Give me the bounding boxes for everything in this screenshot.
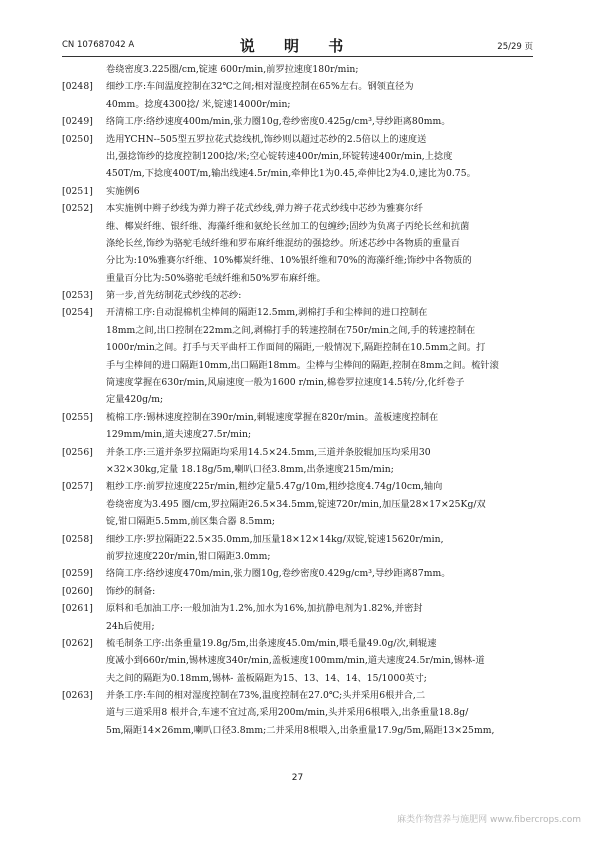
- line-text: 维、椰炭纤维、银纤维、海藻纤维和氨纶长丝加工的包缠纱;固纱为负离子丙纶长丝和抗菌: [106, 220, 470, 232]
- text-line: [62, 200, 540, 217]
- page-header: [62, 34, 533, 57]
- paragraph-number: [0249]: [62, 116, 93, 128]
- text-line: [62, 722, 540, 739]
- page-info: 25/29 页: [497, 42, 533, 52]
- line-text: 开清棉工序:自动混棉机尘棒间的隔距12.5mm,剥棉打手和尘棒间的进口控制在: [106, 307, 428, 319]
- line-text: 卷绕密度3.225圈/cm,锭速 600r/min,前罗拉速度180r/min;: [106, 64, 359, 75]
- text-line: [62, 583, 540, 600]
- paragraph-number: [0252]: [62, 203, 93, 215]
- line-text: 原料和毛加油工序:一般加油为1.2%,加水为16%,加抗静电剂为1.82%,并密封: [106, 603, 423, 615]
- line-text: 129mm/min,道夫速度27.5r/min;: [106, 429, 252, 441]
- watermark: 麻类作物营养与施肥网 www.fibercrops.com: [397, 815, 581, 825]
- text-line: [62, 687, 540, 704]
- line-text: 18mm之间,出口控制在22mm之间,剥棉打手的转速控制在750r/min之间,手的转速控制在: [106, 324, 476, 336]
- paragraph-number: [0251]: [62, 185, 93, 197]
- text-line: [62, 218, 540, 235]
- paragraph-number: [0261]: [62, 603, 93, 615]
- line-text: ×32×30kg,定量 18.18g/5m,喇叭口径3.8mm,出条速度215m/min;: [106, 463, 394, 475]
- text-line: [62, 287, 540, 304]
- document-body: [62, 61, 540, 739]
- text-line: [62, 235, 540, 252]
- text-line: [62, 548, 540, 565]
- text-line: [62, 496, 540, 513]
- text-line: [62, 252, 540, 269]
- text-line: [62, 670, 540, 687]
- line-text: 络筒工序:络纱速度400m/min,张力圈10g,卷纱密度0.425g/cm³,导纱距离80mm。: [106, 116, 451, 128]
- paragraph-number: [0255]: [62, 411, 93, 423]
- text-line: [62, 565, 540, 582]
- text-line: [62, 61, 540, 78]
- line-text: 并条工序:车间的相对湿度控制在73%,温度控制在27.0℃;头并采用6根并合,二: [106, 690, 426, 702]
- line-text: 重量百分比为:50%骆驼毛绒纤维和50%罗布麻纤维。: [106, 272, 326, 284]
- line-text: 筒速度掌握在630r/min,风扇速度一般为1600 r/min,棉卷罗拉速度14.5转/分,化纤卷子: [106, 377, 465, 389]
- text-line: [62, 635, 540, 652]
- text-line: [62, 600, 540, 617]
- page-number: 27: [291, 773, 304, 783]
- line-text: 粗纱工序:前罗拉速度225r/min,粗纱定量5.47g/10m,粗纱捻度4.74g/10cm,轴向: [106, 481, 443, 493]
- line-text: 450T/m,下捻度400T/m,输出线速4.5r/min,牵伸比1为0.45,牵伸比2为4.0,速比为0.75。: [106, 168, 476, 180]
- line-text: 1000r/min之间。打手与天平曲杆工作面间的隔距,一般情况下,隔距控制在10.5mm之间。打: [106, 342, 486, 354]
- text-line: [62, 652, 540, 669]
- paragraph-number: [0263]: [62, 690, 93, 702]
- line-text: 5m,隔距14×26mm,喇叭口径3.8mm;二并采用8根喂入,出条重量17.9g/5m,隔距13×25mm,: [106, 724, 495, 736]
- line-text: 出,强捻饰纱的捻度控制1200捻/米;空心锭转速400r/min,环锭转速400r/min,上捻度: [106, 150, 453, 162]
- line-text: 道与三道采用8 根并合,车速不宜过高,采用200m/min,头并采用6根喂入,出条重量18.8g/: [106, 707, 469, 719]
- publication-number: CN 107687042 A: [62, 40, 135, 50]
- paragraph-number: [0260]: [62, 585, 93, 597]
- line-text: 24h后使用;: [106, 620, 155, 632]
- text-line: [62, 426, 540, 443]
- text-line: [62, 270, 540, 287]
- text-line: [62, 478, 540, 495]
- line-text: 卷绕密度为3.495 圈/cm,罗拉隔距26.5×34.5mm,锭速720r/min,加压量28×17×25Kg/双: [106, 498, 486, 510]
- line-text: 并条工序:三道并条罗拉隔距均采用14.5×24.5mm,三道并条胶辊加压均采用30: [106, 446, 431, 458]
- text-line: [62, 444, 540, 461]
- text-line: [62, 391, 540, 408]
- line-text: 选用YCHN--505型五罗拉花式捻线机,饰纱则以超过芯纱的2.5倍以上的速度送: [106, 133, 427, 145]
- text-line: [62, 374, 540, 391]
- text-line: [62, 618, 540, 635]
- line-text: 定量420g/m;: [106, 394, 164, 406]
- line-text: 夫之间的隔距为0.18mm,锡林- 盖板隔距为15、13、14、14、15/1000英寸;: [106, 672, 427, 684]
- paragraph-number: [0262]: [62, 637, 93, 649]
- document-title: 说 明 书: [239, 37, 356, 55]
- line-text: 本实施例中辫子纱线为弹力辫子花式纱线,弹力辫子花式纱线中芯纱为雅赛尔纤: [106, 203, 424, 215]
- line-text: 细纱工序:车间温度控制在32℃之间;相对湿度控制在65%左右。钢领直径为: [106, 81, 414, 93]
- text-line: [62, 409, 540, 426]
- text-line: [62, 322, 540, 339]
- line-text: 梳毛制条工序:出条重量19.8g/5m,出条速度45.0m/min,喂毛量49.0g/次,刺辊速: [106, 637, 437, 649]
- text-line: [62, 183, 540, 200]
- paragraph-number: [0259]: [62, 568, 93, 580]
- paragraph-number: [0254]: [62, 307, 93, 319]
- text-line: [62, 461, 540, 478]
- line-text: 络筒工序:络纱速度470m/min,张力圈10g,卷纱密度0.429g/cm³,导纱距离87mm。: [106, 568, 451, 580]
- paragraph-number: [0248]: [62, 81, 93, 93]
- text-line: [62, 78, 540, 95]
- text-line: [62, 357, 540, 374]
- line-text: 分比为:10%雅赛尔纤维、10%椰炭纤维、10%银纤维和70%的海藻纤维;饰纱中各物质的: [106, 255, 472, 267]
- line-text: 实施例6: [106, 185, 140, 197]
- line-text: 细纱工序:罗拉隔距22.5×35.0mm,加压量18×12×14kg/双锭,锭速15620r/min,: [106, 533, 444, 545]
- line-text: 第一步,首先纺制花式纱线的芯纱:: [106, 290, 242, 302]
- paragraph-number: [0253]: [62, 290, 93, 302]
- line-text: 梳棉工序:锡林速度控制在390r/min,刺辊速度掌握在820r/min。盖板速度控制在: [106, 411, 439, 423]
- paragraph-number: [0250]: [62, 133, 93, 145]
- text-line: [62, 704, 540, 721]
- line-text: 饰纱的制备:: [106, 585, 156, 597]
- text-line: [62, 113, 540, 130]
- line-text: 度减小到660r/min,锡林速度340r/min,盖板速度100mm/min,道夫速度24.5r/min,锡林-道: [106, 655, 485, 667]
- text-line: [62, 513, 540, 530]
- line-text: 手与尘棒间的进口隔距10mm,出口隔距18mm。尘棒与尘棒间的隔距,控制在8mm之间。梳针滚: [106, 359, 499, 371]
- line-text: 前罗拉速度220r/min,钳口隔距3.0mm;: [106, 550, 271, 562]
- text-line: [62, 339, 540, 356]
- paragraph-number: [0257]: [62, 481, 93, 493]
- line-text: 40mm。捻度4300捻/ 米,锭速14000r/min;: [106, 98, 291, 110]
- line-text: 锭,钳口隔距5.5mm,前区集合器 8.5mm;: [106, 516, 276, 528]
- line-text: 涤纶长丝,饰纱为骆驼毛绒纤维和罗布麻纤维混纺的强捻纱。所述芯纱中各物质的重量百: [106, 237, 460, 249]
- text-line: [62, 531, 540, 548]
- text-line: [62, 304, 540, 321]
- paragraph-number: [0258]: [62, 533, 93, 545]
- paragraph-number: [0256]: [62, 446, 93, 458]
- text-line: [62, 131, 540, 148]
- text-line: [62, 96, 540, 113]
- text-line: [62, 148, 540, 165]
- text-line: [62, 165, 540, 182]
